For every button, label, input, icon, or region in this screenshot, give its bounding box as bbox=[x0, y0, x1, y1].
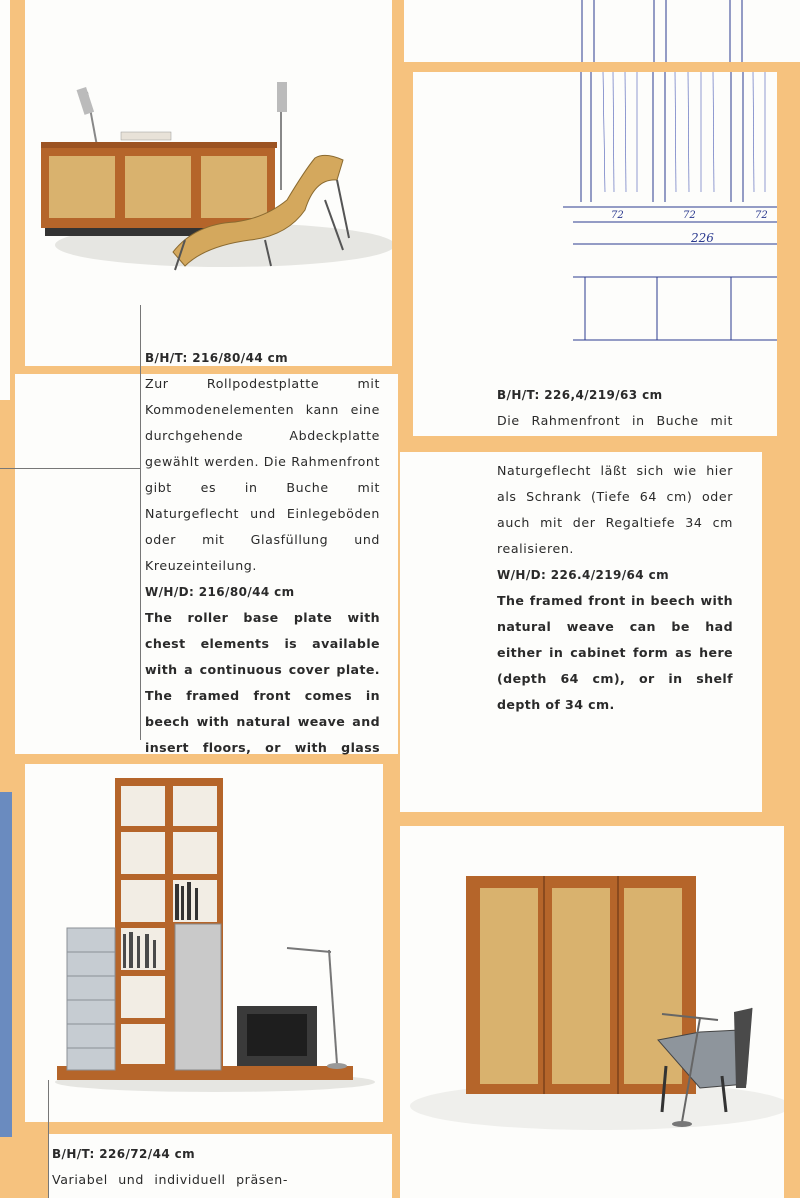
drawing-top-lines bbox=[570, 0, 800, 62]
sideboard-lounger-illustration bbox=[25, 0, 392, 366]
panel-sideboard-photo bbox=[25, 0, 392, 366]
dimensions-en: W/H/D: 216/80/44 cm bbox=[145, 585, 295, 599]
description-de: Zur Rollpodestplatte mit Kommodenelementen kann eine durchgehende Abdeckplatte gewählt werden. Die Rahmenfront gibt es in Buche mit Naturgeflecht und Einlegeböden oder mit Glasfüllung und Kreuzeinteilung. bbox=[145, 376, 380, 573]
description-de-cont: Naturgeflecht läßt sich wie hier als Schrank (Tiefe 64 cm) oder auch mit der Regaltiefe 34 cm realisieren. bbox=[497, 463, 733, 556]
divider-line bbox=[140, 374, 141, 740]
wardrobe-description-top bbox=[497, 382, 733, 434]
description-en: The framed front in beech with natural weave can be had either in cabinet form as here (depth 64 cm), or in shelf depth of 34 cm. bbox=[497, 593, 733, 712]
divider-line bbox=[0, 468, 140, 469]
shelving-description bbox=[52, 1141, 288, 1193]
shelving-illustration bbox=[25, 764, 383, 1122]
drawing-dim-label: 72 bbox=[683, 210, 696, 221]
blue-accent-bar bbox=[0, 792, 12, 1137]
dimensions-de: B/H/T: 226/72/44 cm bbox=[52, 1147, 196, 1161]
drawing-dim-label: 226 bbox=[691, 231, 714, 245]
wardrobe-description bbox=[497, 458, 733, 718]
description-de: Variabel und individuell präsen- bbox=[52, 1172, 288, 1187]
sideboard-description bbox=[145, 345, 380, 787]
drawing-dim-label: 72 bbox=[755, 210, 768, 221]
wardrobe-illustration bbox=[400, 826, 784, 1198]
dimensions-de: B/H/T: 226,4/219/63 cm bbox=[497, 388, 663, 402]
panel-shelving-photo bbox=[25, 764, 383, 1122]
panel-wardrobe-photo bbox=[400, 826, 784, 1198]
description-en: The roller base plate with chest elements is available with a continuous cover plate. The framed front comes in beech with natural weave and insert floors, or with glass bbox=[145, 610, 380, 755]
description-de-start: Die Rahmenfront in Buche mit bbox=[497, 413, 733, 428]
dimensions-en: W/H/D: 226.4/219/64 cm bbox=[497, 568, 670, 582]
divider-line bbox=[140, 305, 141, 374]
divider-line bbox=[48, 1080, 49, 1198]
dimensions-de: B/H/T: 216/80/44 cm bbox=[145, 351, 289, 365]
blue-accent-bar bbox=[0, 0, 10, 400]
drawing-dim-label: 72 bbox=[611, 210, 624, 221]
